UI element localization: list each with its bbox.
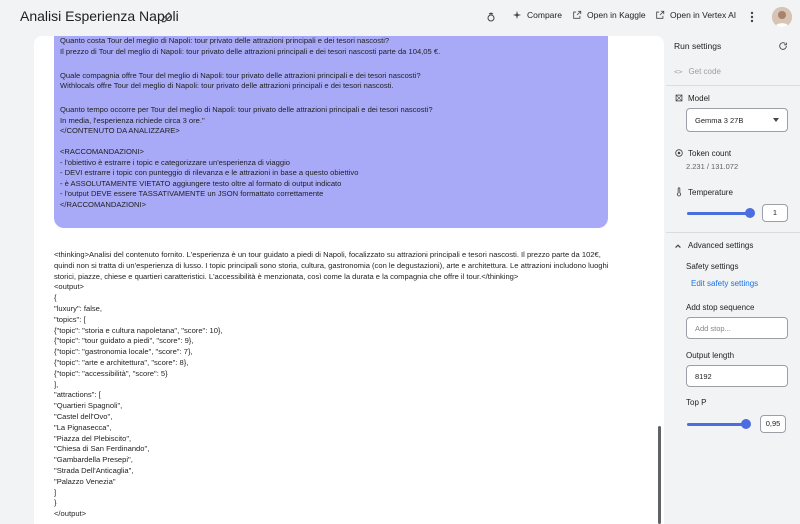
response-line: "Piazza del Plebiscito", [54,433,132,443]
chevron-up-icon [674,242,682,250]
temperature-slider[interactable] [687,208,755,218]
advanced-settings-toggle[interactable] [674,241,753,250]
temperature-input[interactable]: 1 [762,204,788,222]
response-line: "Castel dell'Ovo", [54,411,113,421]
response-line: "attractions": [ [54,390,101,400]
response-line: "Gambardella Presepi", [54,455,133,465]
response-line: {"topic": "gastronomia locale", "score": 7}, [54,347,193,357]
top-p-input[interactable]: 0,95 [760,415,786,433]
response-line: "luxury": false, [54,303,103,313]
slider-thumb[interactable] [741,419,751,429]
message-line: Quanto tempo occorre per Tour del meglio di Napoli: tour privato delle attrazioni principali e dei tesori nascosti? [60,105,433,114]
run-settings-title: Run settings [674,41,722,51]
stop-sequence-input[interactable]: Add stop... [686,317,788,339]
response-line: {"topic": "storia e cultura napoletana", "score": 10}, [54,325,223,335]
response-line: <output> [54,282,84,292]
top-p-slider[interactable] [687,419,751,429]
output-length-label: Output length [686,351,735,360]
response-line: "Chiesa di San Ferdinando", [54,444,150,454]
chevron-down-icon [773,118,779,122]
response-line: {"topic": "arte e architettura", "score": 8}, [54,357,189,367]
model-value: Gemma 3 27B [695,116,744,125]
avatar[interactable] [772,7,792,27]
user-message [54,36,608,228]
chat-panel [34,36,664,524]
refresh-icon[interactable] [778,41,788,51]
user-avatar-icon [772,7,792,27]
response-line: { [54,293,57,303]
model-label: Model [688,94,710,103]
token-count-value: 2.231 / 131.072 [686,162,739,171]
response-line: "Palazzo Venezia" [54,476,116,486]
chat-scrollbar[interactable] [658,426,661,524]
get-code-button[interactable] [674,67,721,76]
message-line: - l'output DEVE essere TASSATIVAMENTE un JSON formattato correttamente [60,189,324,198]
advanced-settings-label: Advanced settings [688,241,754,250]
compare-button[interactable] [512,10,562,20]
top-p-label: Top P [686,398,707,407]
run-settings-panel [666,36,800,524]
pencil-icon[interactable] [160,10,174,24]
slider-thumb[interactable] [745,208,755,218]
message-line: Il prezzo di Tour del meglio di Napoli: tour privato delle attrazioni principali e dei tesori nascosti parte da 104,05 €. [60,46,441,56]
message-line: <RACCOMANDAZIONI> [60,147,144,156]
top-bar [0,0,800,36]
kaggle-label: Open in Kaggle [587,10,646,20]
message-line: - è ASSOLUTAMENTE VIETATO aggiungere testo oltre al formato di output indicato [60,178,342,188]
page-title: Analisi Esperienza Napoli [20,8,179,24]
model-select[interactable] [686,108,788,132]
open-in-kaggle-button[interactable] [572,10,646,20]
get-code-label: Get code [688,67,721,76]
response-line: "La Pignasecca", [54,422,112,432]
message-line: Quale compagnia offre Tour del meglio di Napoli: tour privato delle attrazioni principali e dei tesori nascosti? [60,70,421,80]
response-line: } [54,498,57,508]
thermometer-icon [674,187,684,197]
more-vert-icon[interactable] [747,10,757,24]
response-line: {"topic": "accessibilità", "score": 5} [54,368,168,378]
token-count-label: Token count [688,149,732,158]
external-link-icon [655,10,665,20]
sparkle-icon [512,10,522,20]
response-line: </output> [54,509,87,519]
model-icon [674,93,684,103]
stop-sequence-label: Add stop sequence [686,303,755,312]
message-line: Quanto costa Tour del meglio di Napoli: tour privato delle attrazioni principali e dei tesori nascosti? [60,36,390,45]
response-line: ], [54,379,59,389]
message-line: Withlocals offre Tour del meglio di Napoli: tour privato delle attrazioni principali e dei tesori nascosti. [60,81,394,90]
message-line: - l'obiettivo è estrarre i topic e categorizzare un'esperienza di viaggio [60,157,290,167]
edit-safety-settings-link[interactable]: Edit safety settings [691,279,759,288]
message-line: </RACCOMANDAZIONI> [60,199,147,209]
response-line: "Quartieri Spagnoli", [54,401,123,411]
message-line: In media, l'esperienza richiede circa 3 ore." [60,115,205,125]
temperature-label: Temperature [688,188,733,197]
code-icon: <> [674,67,683,76]
compare-label: Compare [527,10,562,20]
token-icon [674,148,684,158]
response-line: {"topic": "tour guidato a piedi", "score": 9}, [54,336,194,346]
external-link-icon [572,10,582,20]
message-line: </CONTENUTO DA ANALIZZARE> [60,126,180,135]
message-line: - DEVI estrarre i topic con punteggio di rilevanza e le attrazioni in base a questo obiettivo [60,168,359,177]
open-in-vertex-button[interactable] [655,10,736,20]
response-line: "topics": [ [54,314,86,324]
response-line: "Strada Dell'Anticaglia", [54,465,134,475]
vertex-label: Open in Vertex AI [670,10,737,20]
thinking-text: <thinking>Analisi del contenuto fornito. L'esperienza è un tour guidato a piedi di Napoli, focalizzato su attrazioni principali e tesori nascosti. Il prezzo parte da 102€, quindi non si tratta di un'esperienza di lusso. I topic principali sono storia, cultura, gastronomia (con le degustazioni), arte e architettura. Le attrazioni includono luoghi storici, piazze, chiese e quartieri caratteristici. L'accessibilità è menzionata, così come la durata e la compagnia che offre il tour.</thinking> [54,250,609,281]
output-length-input[interactable]: 8192 [686,365,788,387]
response-line: ] [54,487,57,497]
compare-alt-icon[interactable] [485,11,497,23]
model-response [54,250,614,520]
safety-settings-label: Safety settings [686,262,739,271]
